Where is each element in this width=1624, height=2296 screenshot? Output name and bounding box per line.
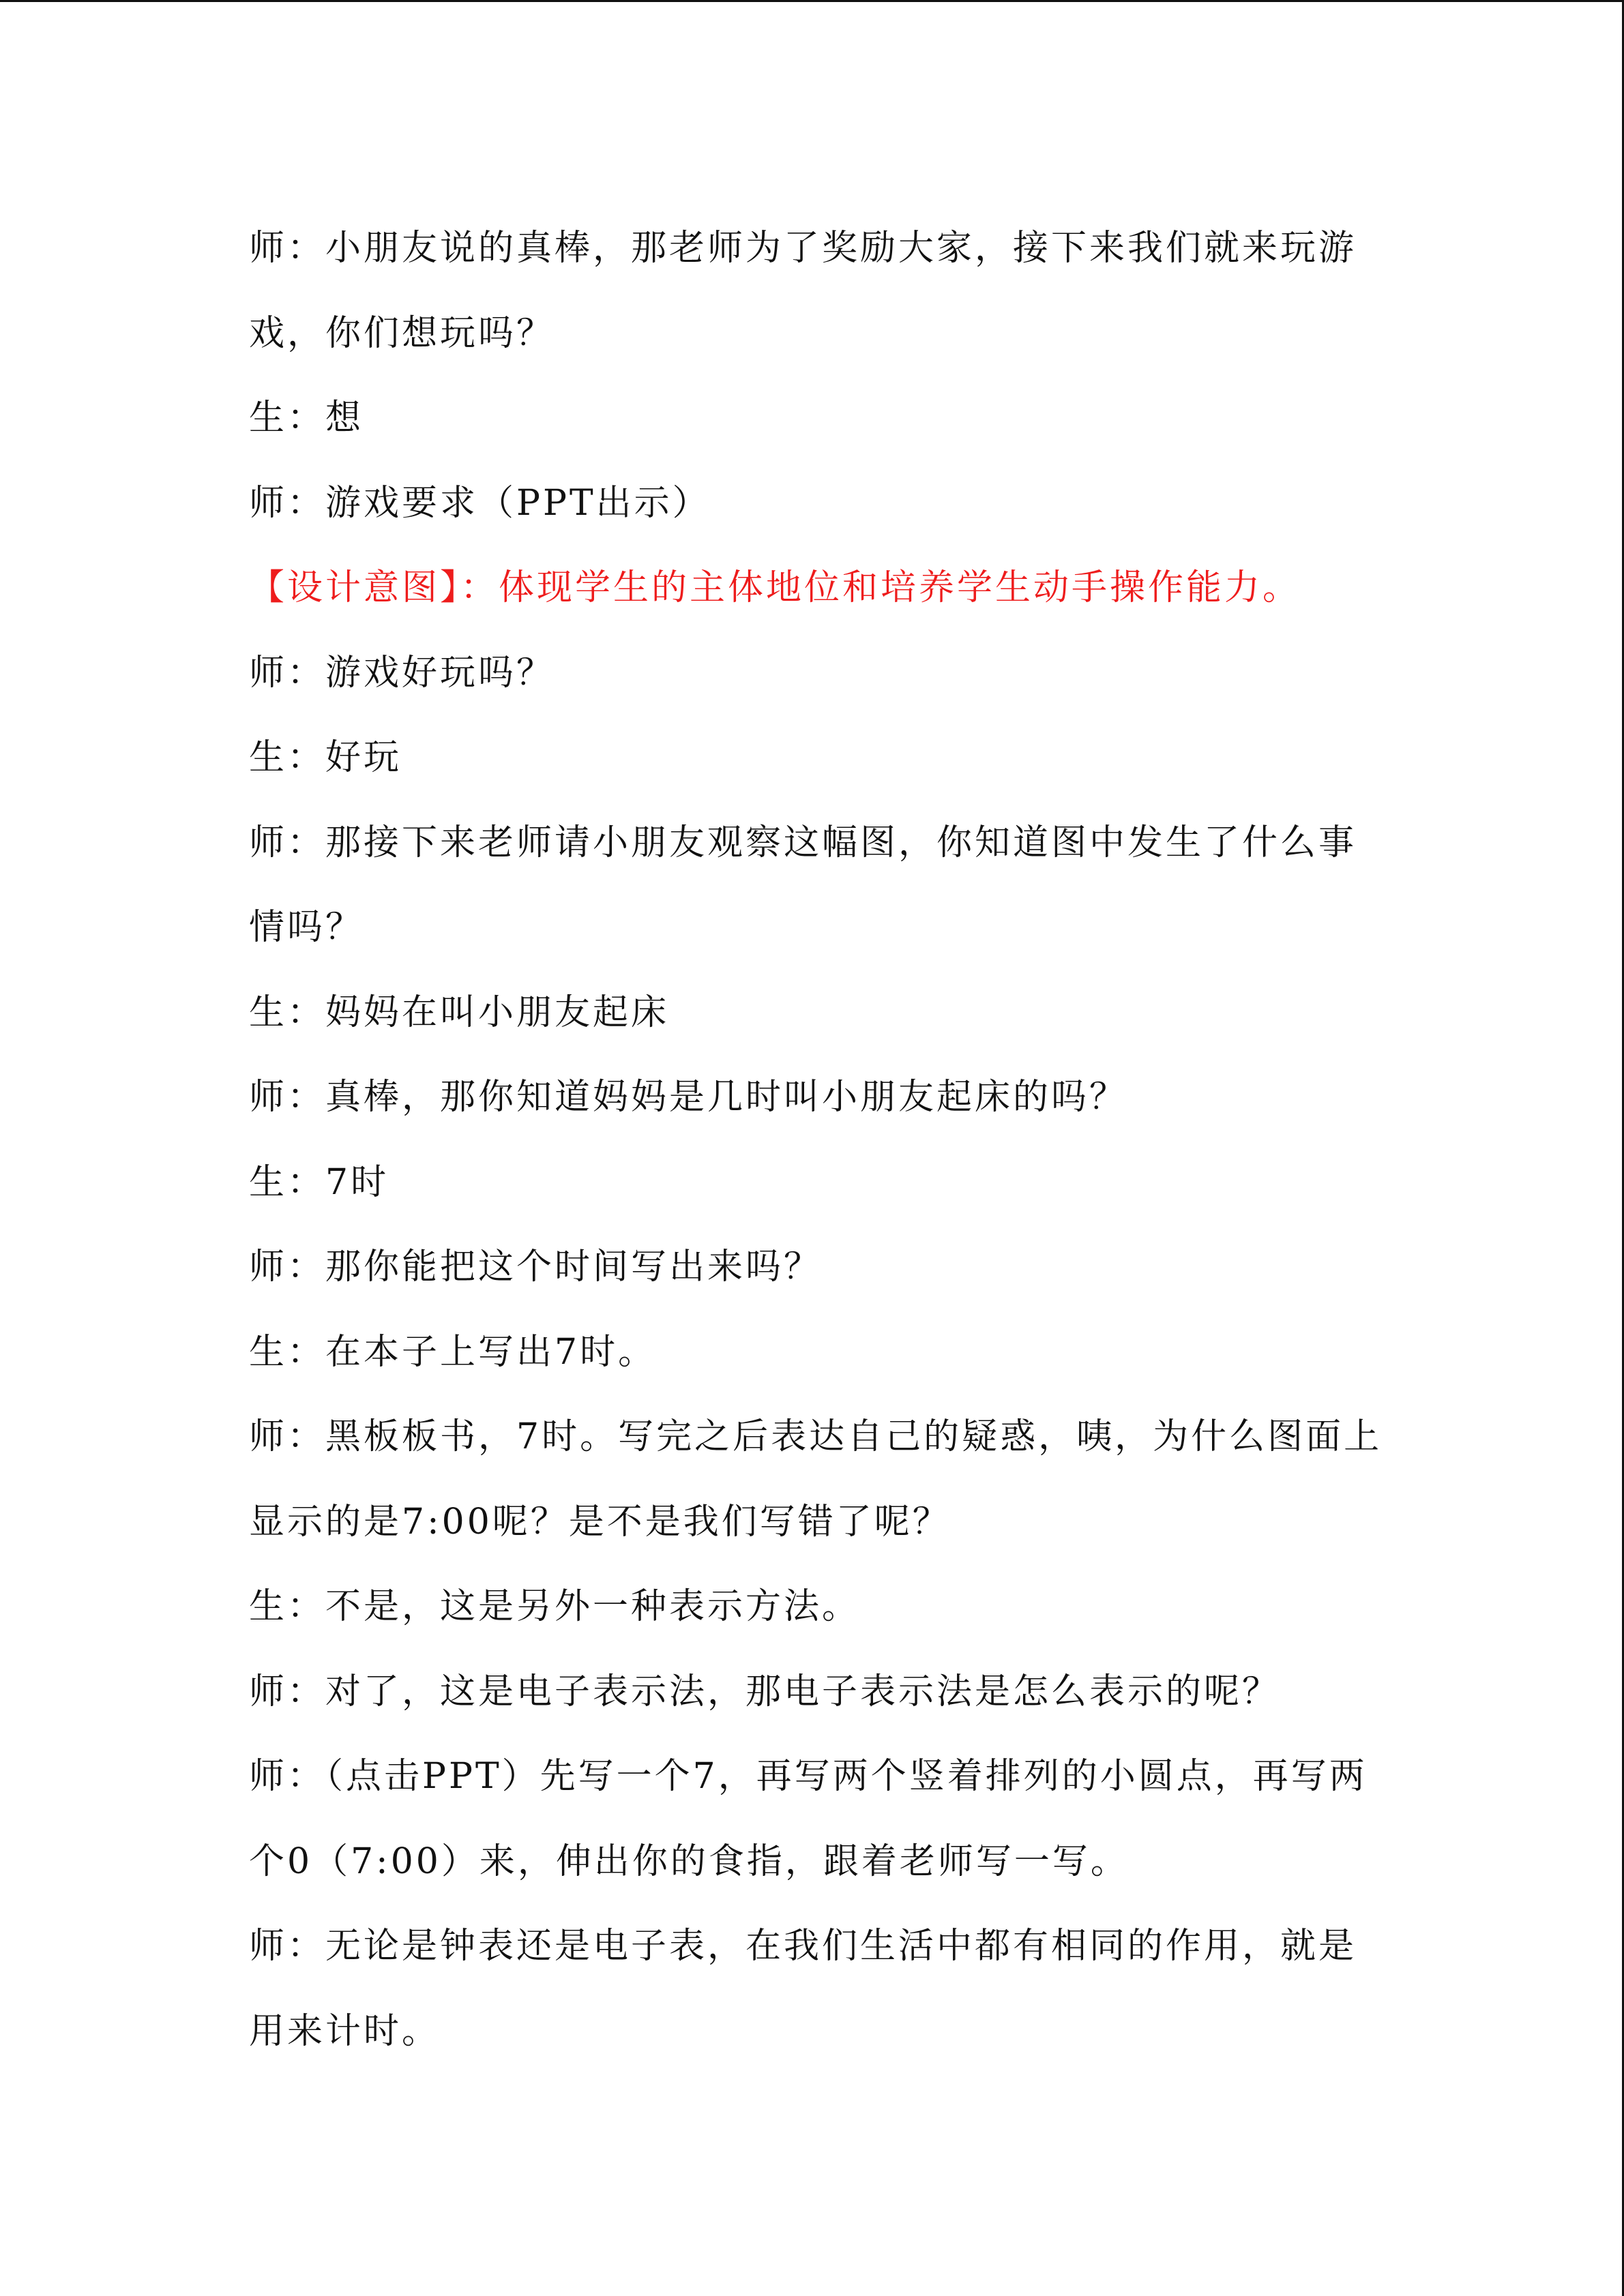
dialogue-line: 师：无论是钟表还是电子表，在我们生活中都有相同的作用，就是	[249, 1926, 1357, 1967]
dialogue-line: 个0（7:00）来，伸出你的食指，跟着老师写一写。	[249, 1840, 1129, 1882]
dialogue-line: 生：好玩	[249, 737, 402, 778]
page-top-border	[0, 0, 1624, 2]
dialogue-line: 戏，你们想玩吗？	[249, 312, 555, 354]
dialogue-line: 生：不是，这是另外一种表示方法。	[249, 1586, 861, 1627]
dialogue-line: 生：想	[249, 398, 364, 438]
dialogue-line: 师：游戏好玩吗？	[249, 652, 555, 694]
dialogue-line: 师：对了，这是电子表示法，那电子表示法是怎么表示的呢？	[249, 1671, 1281, 1712]
dialogue-line: 生：在本子上写出7时。	[249, 1331, 657, 1373]
dialogue-line: 生：7时	[249, 1161, 389, 1203]
dialogue-line: 师：（点击PPT）先写一个7，再写两个竖着排列的小圆点，再写两	[249, 1756, 1368, 1797]
dialogue-line: 师：那接下来老师请小朋友观察这幅图，你知道图中发生了什么事	[249, 822, 1357, 863]
dialogue-line: 师：黑板板书，7时。写完之后表达自己的疑惑，咦，为什么图面上	[249, 1416, 1383, 1457]
dialogue-line: 用来计时。	[249, 2010, 441, 2052]
design-intent-note: 【设计意图】：体现学生的主体地位和培养学生动手操作能力。	[249, 567, 1301, 608]
dialogue-line: 生：妈妈在叫小朋友起床	[249, 992, 670, 1033]
dialogue-line: 师：游戏要求（PPT出示）	[249, 482, 711, 524]
dialogue-line: 师：那你能把这个时间写出来吗？	[249, 1247, 823, 1287]
document-body	[249, 206, 1381, 2074]
dialogue-line: 师：小朋友说的真棒，那老师为了奖励大家，接下来我们就来玩游	[249, 228, 1357, 269]
dialogue-line: 显示的是7:00呢？是不是我们写错了呢？	[249, 1501, 951, 1542]
dialogue-line: 情吗？	[249, 907, 364, 948]
dialogue-line: 师：真棒，那你知道妈妈是几时叫小朋友起床的吗？	[249, 1077, 1128, 1118]
